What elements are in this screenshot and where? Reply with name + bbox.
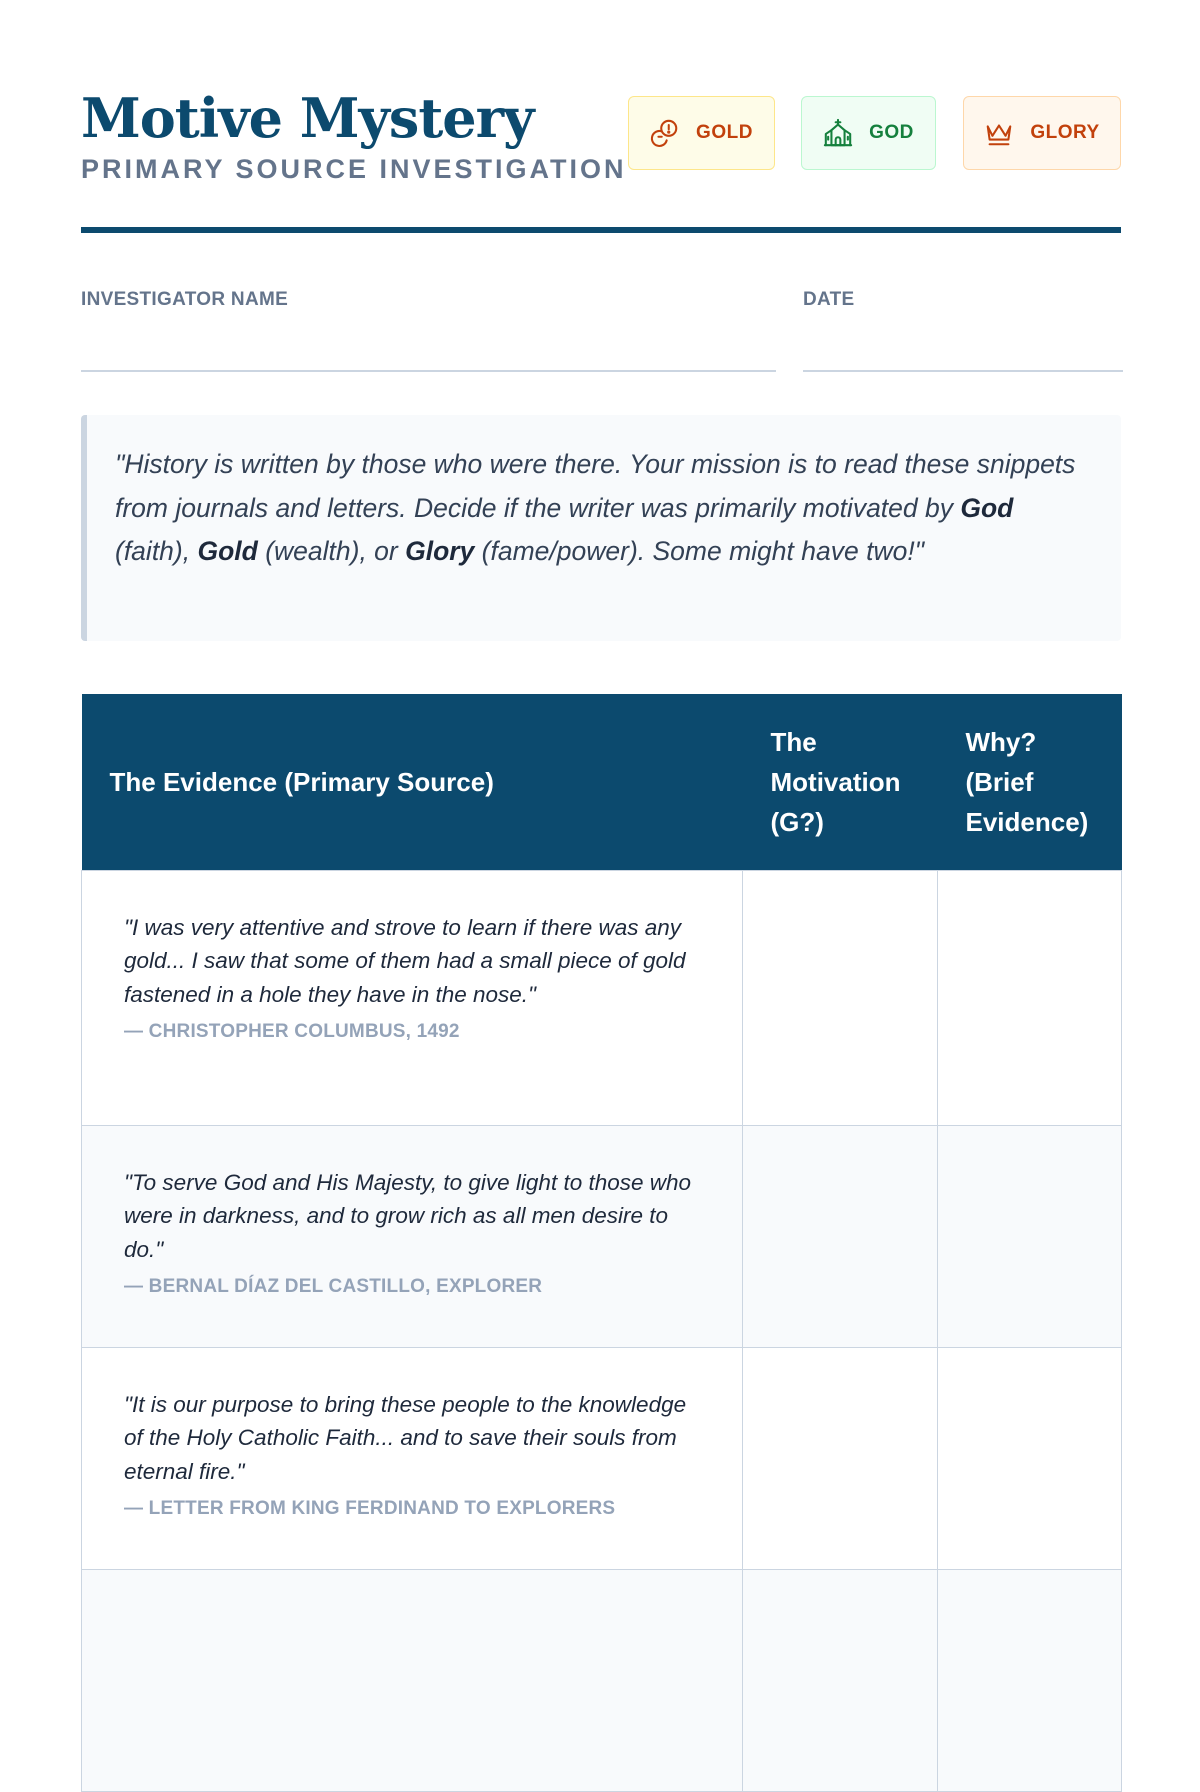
- intro-glory: Glory: [405, 536, 475, 566]
- intro-text-1: "History is written by those who were there. Your mission is to read these snippets from journals and letters. Decide if the writer was primarily motivated by: [115, 449, 1076, 523]
- intro-gold: Gold: [197, 536, 258, 566]
- instructions-callout: [81, 415, 1121, 641]
- evidence-cell: [82, 1569, 743, 1791]
- investigator-name-line[interactable]: [81, 370, 776, 372]
- evidence-cell: [82, 1347, 743, 1569]
- why-cell[interactable]: [938, 1125, 1122, 1347]
- quote-text: "It is our purpose to bring these people to the knowledge of the Holy Catholic Faith... and to save their souls from eternal fire.": [124, 1391, 687, 1484]
- church-icon: [823, 118, 853, 148]
- table-row: [82, 1125, 1122, 1347]
- quote-source: — CHRISTOPHER COLUMBUS, 1492: [124, 1021, 460, 1042]
- why-cell[interactable]: [938, 1347, 1122, 1569]
- table-row: [82, 1569, 1122, 1791]
- intro-text-2: (faith),: [115, 536, 198, 566]
- intro-text-3: (wealth), or: [257, 536, 406, 566]
- table-header-row: [82, 694, 1122, 870]
- header-evidence: The Evidence (Primary Source): [82, 694, 743, 870]
- evidence-cell: [82, 870, 743, 1125]
- quote-text: "I was very attentive and strove to learn if there was any gold... I saw that some of them had a small piece of gold fastened in a hole they have in the nose.": [124, 914, 686, 1007]
- table-row: [82, 870, 1122, 1125]
- header-motivation: The Motivation (G?): [743, 694, 938, 870]
- quote-source: — BERNAL DÍAZ DEL CASTILLO, EXPLORER: [124, 1276, 543, 1297]
- god-badge-label: GOD: [869, 122, 914, 143]
- motivation-cell[interactable]: [743, 1125, 938, 1347]
- evidence-cell: [82, 1125, 743, 1347]
- glory-badge-label: GLORY: [1030, 122, 1100, 143]
- intro-god: God: [960, 492, 1014, 523]
- motivation-cell[interactable]: [743, 1347, 938, 1569]
- header-why: Why? (Brief Evidence): [938, 694, 1122, 870]
- date-line[interactable]: [803, 370, 1123, 372]
- date-label: DATE: [803, 289, 855, 310]
- intro-text-4: (fame/power). Some might have two!": [474, 536, 925, 566]
- why-cell[interactable]: [938, 1569, 1122, 1791]
- header-divider: [81, 227, 1121, 233]
- evidence-table: [81, 694, 1122, 1792]
- gold-badge: [628, 96, 775, 170]
- motivation-cell[interactable]: [743, 1569, 938, 1791]
- glory-badge: [963, 96, 1121, 170]
- crown-icon: [984, 118, 1014, 148]
- why-cell[interactable]: [938, 870, 1122, 1125]
- page-subtitle: PRIMARY SOURCE INVESTIGATION: [81, 154, 627, 184]
- investigator-name-label: INVESTIGATOR NAME: [81, 289, 289, 310]
- god-badge: [801, 96, 936, 170]
- page-title: Motive Mystery: [81, 86, 534, 150]
- coins-icon: [650, 118, 680, 148]
- quote-text: "To serve God and His Majesty, to give light to those who were in darkness, and to grow rich as all men desire to do.": [124, 1169, 692, 1262]
- gold-badge-label: GOLD: [696, 122, 753, 143]
- table-row: [82, 1347, 1122, 1569]
- quote-source: — LETTER FROM KING FERDINAND TO EXPLORERS: [124, 1498, 616, 1519]
- motivation-cell[interactable]: [743, 870, 938, 1125]
